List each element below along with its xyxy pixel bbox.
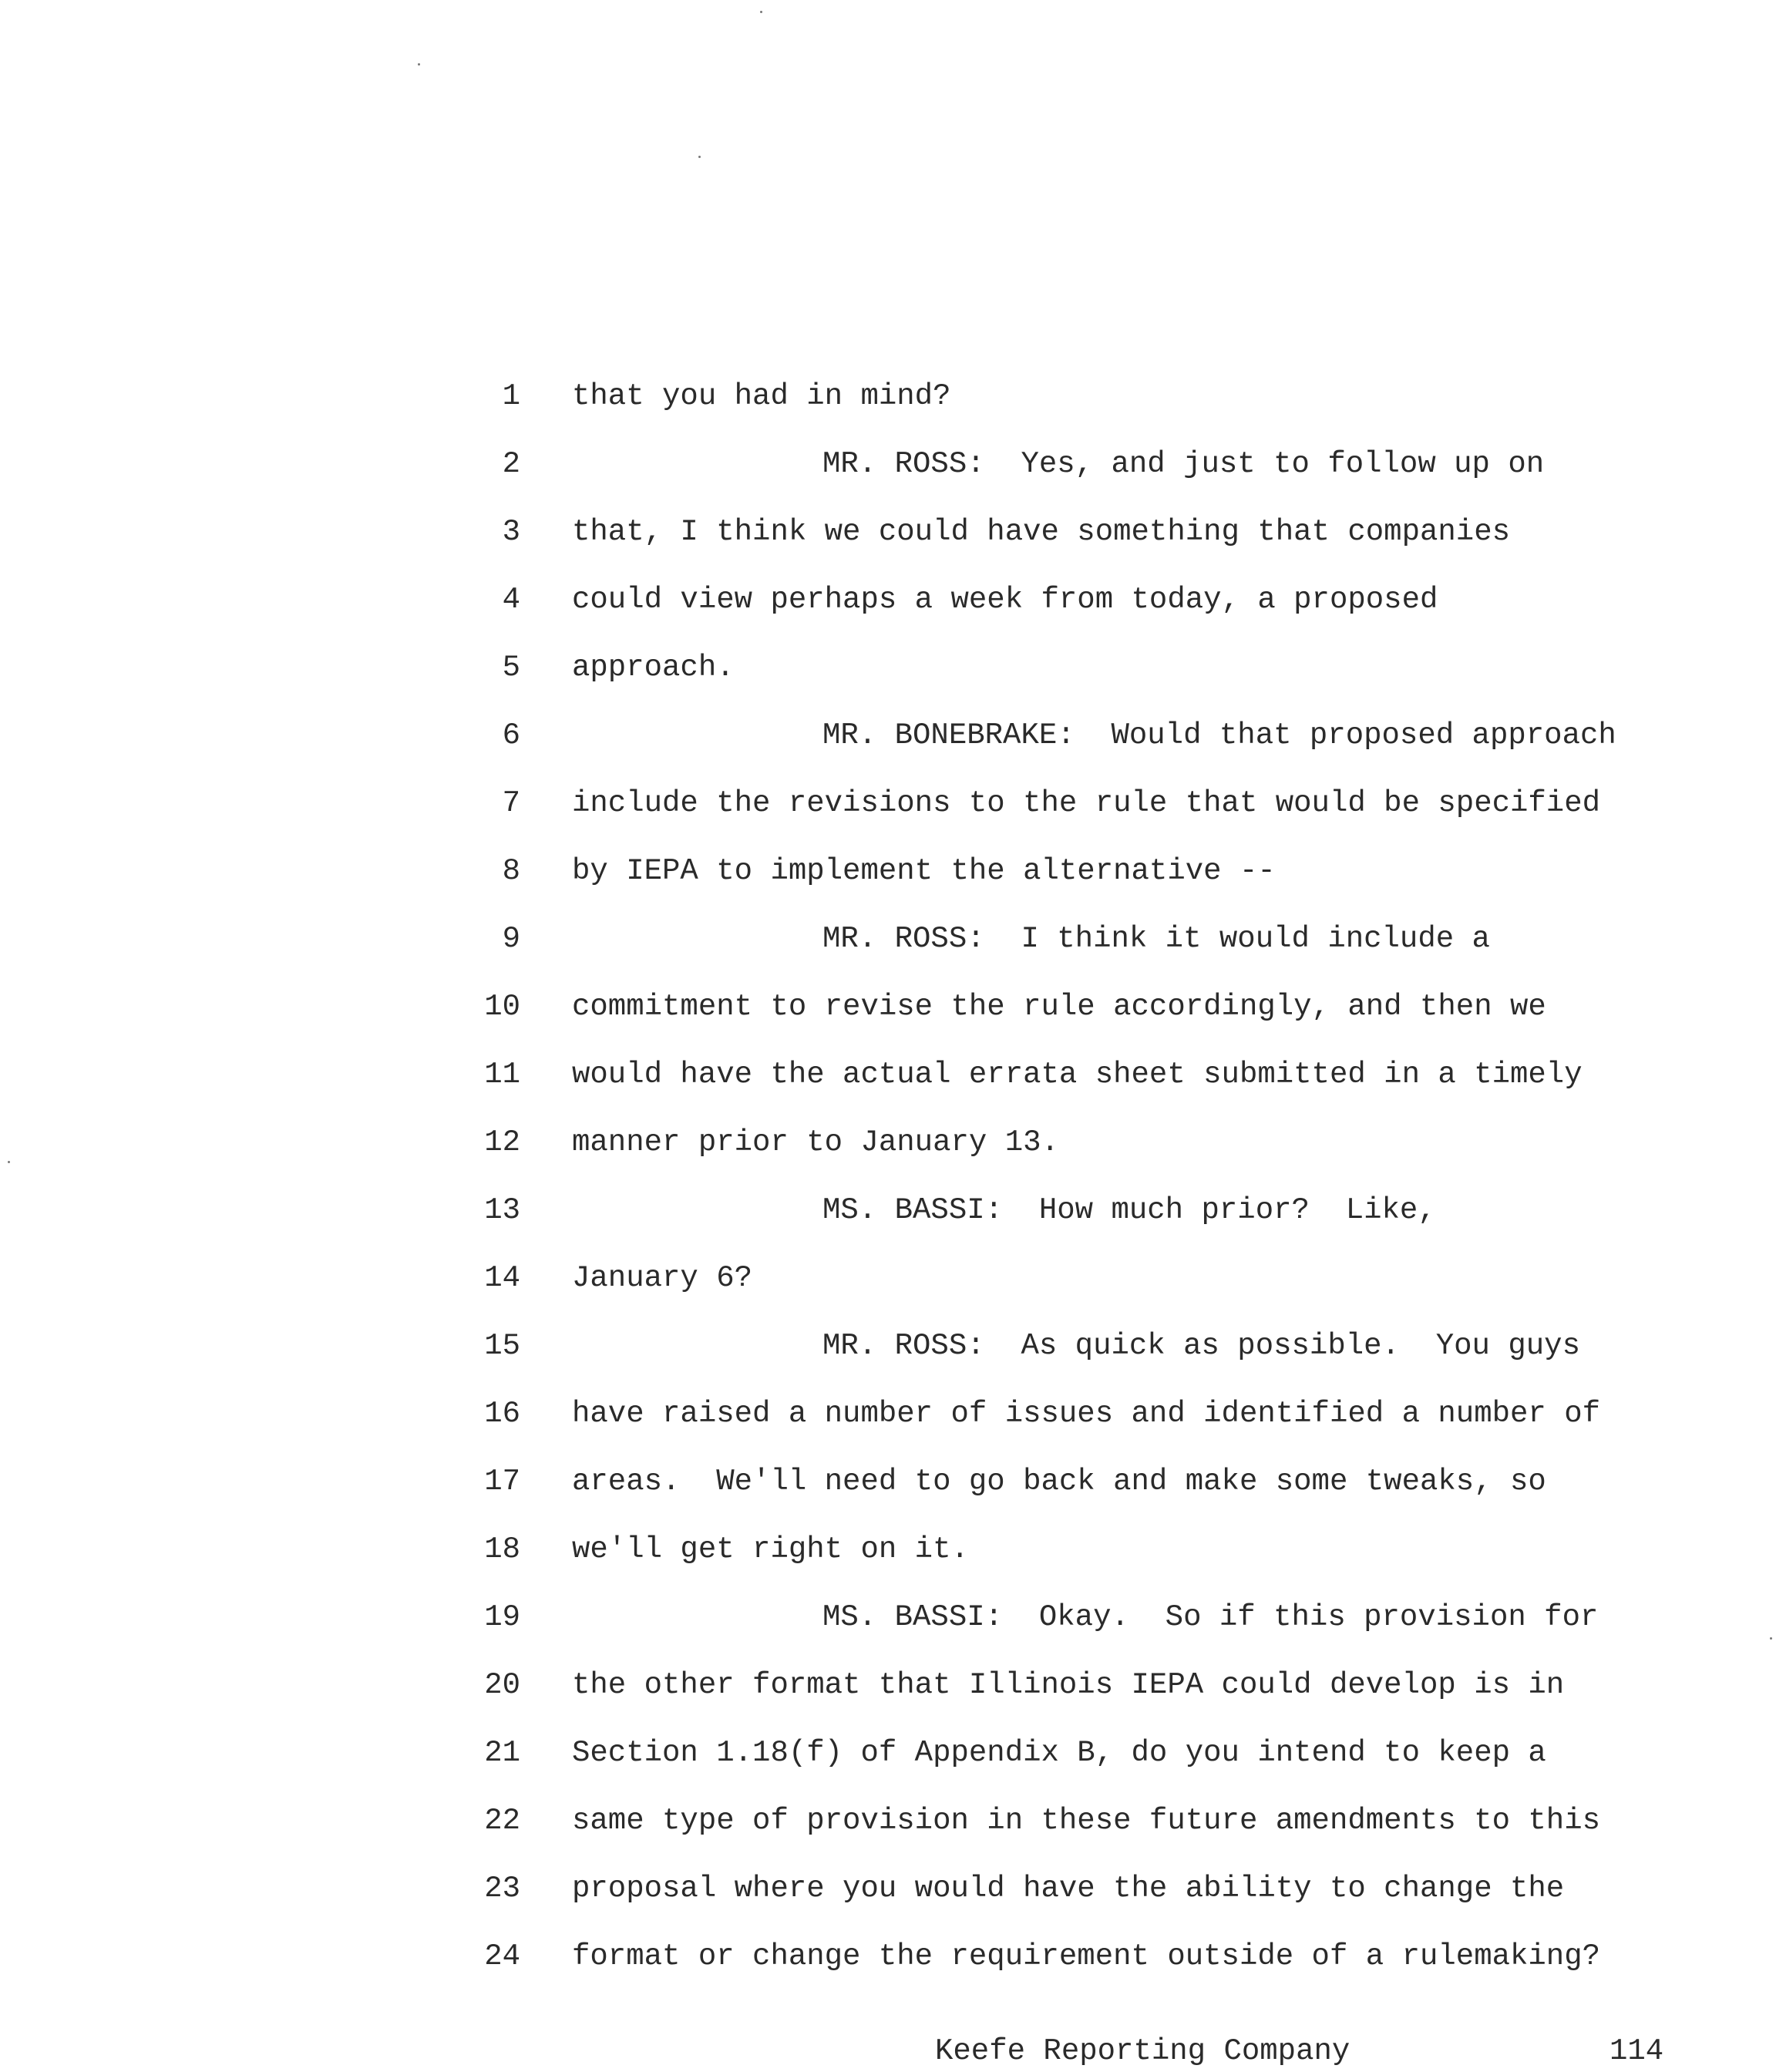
line-text	[572, 1448, 1546, 1515]
line-text	[822, 1312, 1580, 1380]
line-number: 16	[484, 1397, 520, 1431]
line-content: that, I think we could have something that companies	[572, 515, 1510, 549]
line-content: we'll get right on it.	[572, 1532, 969, 1566]
line-text	[572, 973, 1546, 1041]
line-number: 6	[502, 718, 520, 752]
line-content: manner prior to January 13.	[572, 1125, 1059, 1159]
line-content: that you had in mind?	[572, 379, 951, 413]
line-number: 10	[484, 990, 520, 1024]
line-content: could view perhaps a week from today, a proposed	[572, 583, 1438, 617]
transcript-line	[0, 566, 1776, 634]
transcript-line	[0, 362, 1776, 430]
line-number: 22	[484, 1804, 520, 1838]
transcript-line	[0, 1922, 1776, 1990]
line-text	[572, 769, 1600, 837]
transcript-line	[0, 1176, 1776, 1244]
line-content: How much prior? Like,	[1038, 1193, 1436, 1227]
line-number: 19	[484, 1600, 520, 1634]
line-content: I think it would include a	[1021, 922, 1490, 956]
line-content: approach.	[572, 651, 735, 684]
line-text	[572, 1855, 1564, 1922]
transcript-line	[0, 1855, 1776, 1922]
line-text	[572, 1108, 1059, 1176]
transcript-line	[0, 1583, 1776, 1651]
line-content: by IEPA to implement the alternative --	[572, 854, 1276, 888]
transcript-line	[0, 1787, 1776, 1855]
speaker-name: MS. BASSI:	[822, 1193, 1004, 1227]
speaker-name: MR. BONEBRAKE:	[822, 718, 1075, 752]
line-text	[572, 1244, 752, 1312]
line-text	[822, 1583, 1598, 1651]
scan-speck	[418, 63, 420, 66]
line-number: 15	[484, 1329, 520, 1363]
reporting-company: Keefe Reporting Company	[935, 2034, 1350, 2068]
line-text	[822, 430, 1544, 498]
transcript-line	[0, 769, 1776, 837]
line-content: include the revisions to the rule that would be specified	[572, 786, 1601, 820]
line-text	[572, 1515, 969, 1583]
line-content: the other format that Illinois IEPA could develop is in	[572, 1668, 1565, 1702]
transcript-line	[0, 430, 1776, 498]
transcript-line	[0, 1651, 1776, 1719]
transcript-line	[0, 1719, 1776, 1787]
line-content: commitment to revise the rule accordingly, and then we	[572, 990, 1546, 1024]
speaker-name: MR. ROSS:	[822, 447, 985, 481]
line-content: Section 1.18(f) of Appendix B, do you intend to keep a	[572, 1736, 1546, 1770]
line-number: 24	[484, 1939, 520, 1973]
transcript-line	[0, 1448, 1776, 1515]
line-text	[572, 837, 1276, 905]
line-number: 14	[484, 1261, 520, 1295]
line-text	[572, 634, 735, 701]
line-content: would have the actual errata sheet submitted in a timely	[572, 1058, 1583, 1092]
speaker-name: MR. ROSS:	[822, 1329, 985, 1363]
line-content: January 6?	[572, 1261, 753, 1295]
line-text	[572, 498, 1510, 566]
line-content: As quick as possible. You guys	[1021, 1329, 1580, 1363]
line-text	[572, 1380, 1600, 1448]
transcript-line	[0, 498, 1776, 566]
line-content: proposal where you would have the ability to change the	[572, 1872, 1565, 1906]
scan-speck	[760, 11, 762, 13]
page-footer	[0, 2032, 1776, 2070]
line-number: 2	[502, 447, 520, 481]
line-number: 23	[484, 1872, 520, 1906]
line-text	[572, 1651, 1564, 1719]
line-number: 12	[484, 1125, 520, 1159]
line-number: 3	[502, 515, 520, 549]
speaker-name: MS. BASSI:	[822, 1600, 1004, 1634]
line-text	[572, 1041, 1583, 1108]
line-number: 13	[484, 1193, 520, 1227]
line-text	[572, 1719, 1546, 1787]
line-number: 5	[502, 651, 520, 684]
transcript-line	[0, 837, 1776, 905]
speaker-name: MR. ROSS:	[822, 922, 985, 956]
transcript-line	[0, 905, 1776, 973]
line-text	[822, 1176, 1436, 1244]
line-number: 7	[502, 786, 520, 820]
line-number: 18	[484, 1532, 520, 1566]
line-text	[572, 362, 950, 430]
line-number: 8	[502, 854, 520, 888]
transcript-line	[0, 701, 1776, 769]
line-content: areas. We'll need to go back and make some tweaks, so	[572, 1465, 1546, 1498]
page-number: 114	[1610, 2034, 1664, 2068]
transcript-line	[0, 634, 1776, 701]
transcript-line	[0, 973, 1776, 1041]
line-text	[572, 1787, 1600, 1855]
line-content: same type of provision in these future amendments to this	[572, 1804, 1601, 1838]
transcript-line	[0, 1312, 1776, 1380]
line-text	[572, 1922, 1600, 1990]
line-content: format or change the requirement outside of a rulemaking?	[572, 1939, 1601, 1973]
scan-speck	[698, 156, 701, 158]
line-number: 11	[484, 1058, 520, 1092]
line-number: 21	[484, 1736, 520, 1770]
transcript-line	[0, 1515, 1776, 1583]
line-number: 9	[502, 922, 520, 956]
line-content: have raised a number of issues and identified a number of	[572, 1397, 1601, 1431]
line-number: 4	[502, 583, 520, 617]
transcript-line	[0, 1041, 1776, 1108]
transcript-line	[0, 1108, 1776, 1176]
line-content: Would that proposed approach	[1111, 718, 1616, 752]
line-content: Yes, and just to follow up on	[1021, 447, 1545, 481]
line-text	[822, 701, 1616, 769]
line-text	[822, 905, 1490, 973]
line-text	[572, 566, 1438, 634]
line-number: 20	[484, 1668, 520, 1702]
transcript-body	[0, 362, 1776, 1990]
line-number: 1	[502, 379, 520, 413]
line-number: 17	[484, 1465, 520, 1498]
transcript-line	[0, 1244, 1776, 1312]
transcript-line	[0, 1380, 1776, 1448]
line-content: Okay. So if this provision for	[1038, 1600, 1599, 1634]
